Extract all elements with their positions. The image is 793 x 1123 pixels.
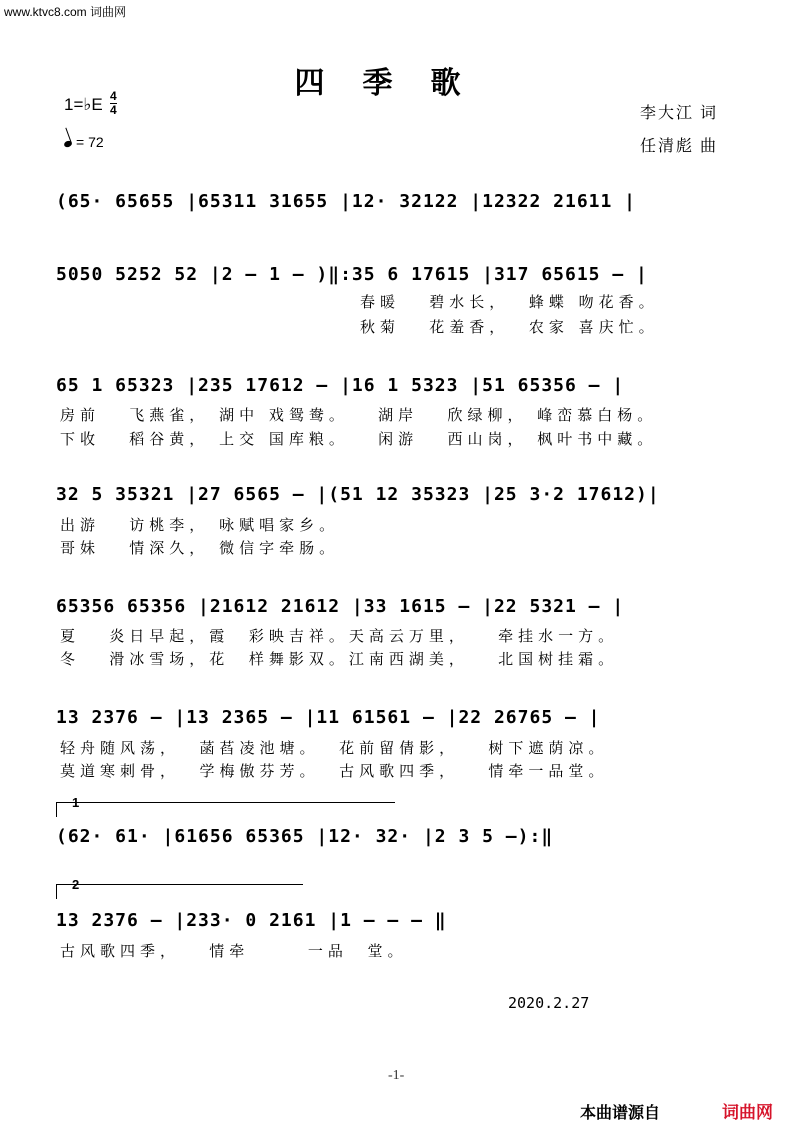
music-line-5: 65356 65356 |21612 21612 |33 1615 – |22 5321 – | bbox=[56, 596, 625, 617]
song-title: 四季歌 bbox=[294, 66, 499, 101]
page-number: -1- bbox=[388, 1068, 405, 1083]
first-ending-bracket bbox=[56, 802, 395, 817]
key-signature: 1=♭E bbox=[64, 95, 103, 114]
music-line-7: (62· 61· |61656 65365 |12· 32· |2 3 5 –):‖ bbox=[56, 826, 554, 847]
composer-credit: 任清彪 曲 bbox=[640, 138, 719, 155]
meter-bottom: 4 bbox=[110, 103, 117, 117]
source-label: 本曲谱源自 bbox=[580, 1103, 661, 1122]
first-ending-number: 1 bbox=[72, 795, 80, 810]
music-line-8: 13 2376 – |233· 0 2161 |1 – – – ‖ bbox=[56, 910, 447, 931]
meter-top: 4 bbox=[110, 89, 117, 103]
time-signature bbox=[110, 90, 117, 117]
tempo-value: = 72 bbox=[76, 134, 104, 150]
music-line-1: (65· 65655 |65311 31655 |12· 32122 |12322 21611 | bbox=[56, 191, 637, 212]
date: 2020.2.27 bbox=[508, 994, 590, 1012]
second-ending-bracket bbox=[56, 884, 303, 899]
site-logo: 词曲网 bbox=[722, 1103, 773, 1123]
site-watermark: www.ktvc8.com 词曲网 bbox=[4, 5, 127, 19]
second-ending-number: 2 bbox=[72, 877, 80, 892]
quarter-note-icon bbox=[63, 140, 73, 148]
lyric-line-3b: 下收 稻谷黄， 上交 国库粮。 闲游 西山岗， 枫叶书中藏。 bbox=[60, 430, 658, 448]
lyric-line-2a: 春暖 碧水长， 蜂蝶 吻花香。 bbox=[360, 293, 659, 311]
lyric-line-2b: 秋菊 花羞香， 农家 喜庆忙。 bbox=[360, 318, 659, 336]
music-line-4: 32 5 35321 |27 6565 – |(51 12 35323 |25 3·2 17612)| bbox=[56, 484, 660, 505]
lyric-line-4a: 出游 访桃李， 咏赋唱家乡。 bbox=[60, 516, 340, 534]
lyric-line-3a: 房前 飞燕雀， 湖中 戏鸳鸯。 湖岸 欣绿柳， 峰峦慕白杨。 bbox=[60, 406, 658, 424]
lyric-line-6b: 莫道寒刺骨， 学梅傲芬芳。 古风歌四季， 情牵一品堂。 bbox=[60, 762, 609, 780]
music-line-2: 5050 5252 52 |2 – 1 – )‖:35 6 17615 |317 65615 – | bbox=[56, 264, 648, 285]
lyric-line-5b: 冬 滑冰雪场，花 样舞影双。江南西湖美， 北国树挂霜。 bbox=[60, 650, 619, 668]
music-line-3: 65 1 65323 |235 17612 – |16 1 5323 |51 65356 – | bbox=[56, 375, 625, 396]
lyric-line-4b: 哥妹 情深久， 微信字牵肠。 bbox=[60, 539, 340, 557]
lyric-line-8: 古风歌四季， 情牵 一品 堂。 bbox=[60, 942, 408, 960]
lyric-line-5a: 夏 炎日早起，霞 彩映吉祥。天高云万里， 牵挂水一方。 bbox=[60, 627, 619, 645]
lyricist-credit: 李大江 词 bbox=[640, 105, 719, 122]
lyric-line-6a: 轻舟随风荡， 菡萏凌池塘。 花前留倩影， 树下遮荫凉。 bbox=[60, 739, 609, 757]
music-line-6: 13 2376 – |13 2365 – |11 61561 – |22 26765 – | bbox=[56, 707, 601, 728]
tempo-marking bbox=[64, 134, 104, 150]
